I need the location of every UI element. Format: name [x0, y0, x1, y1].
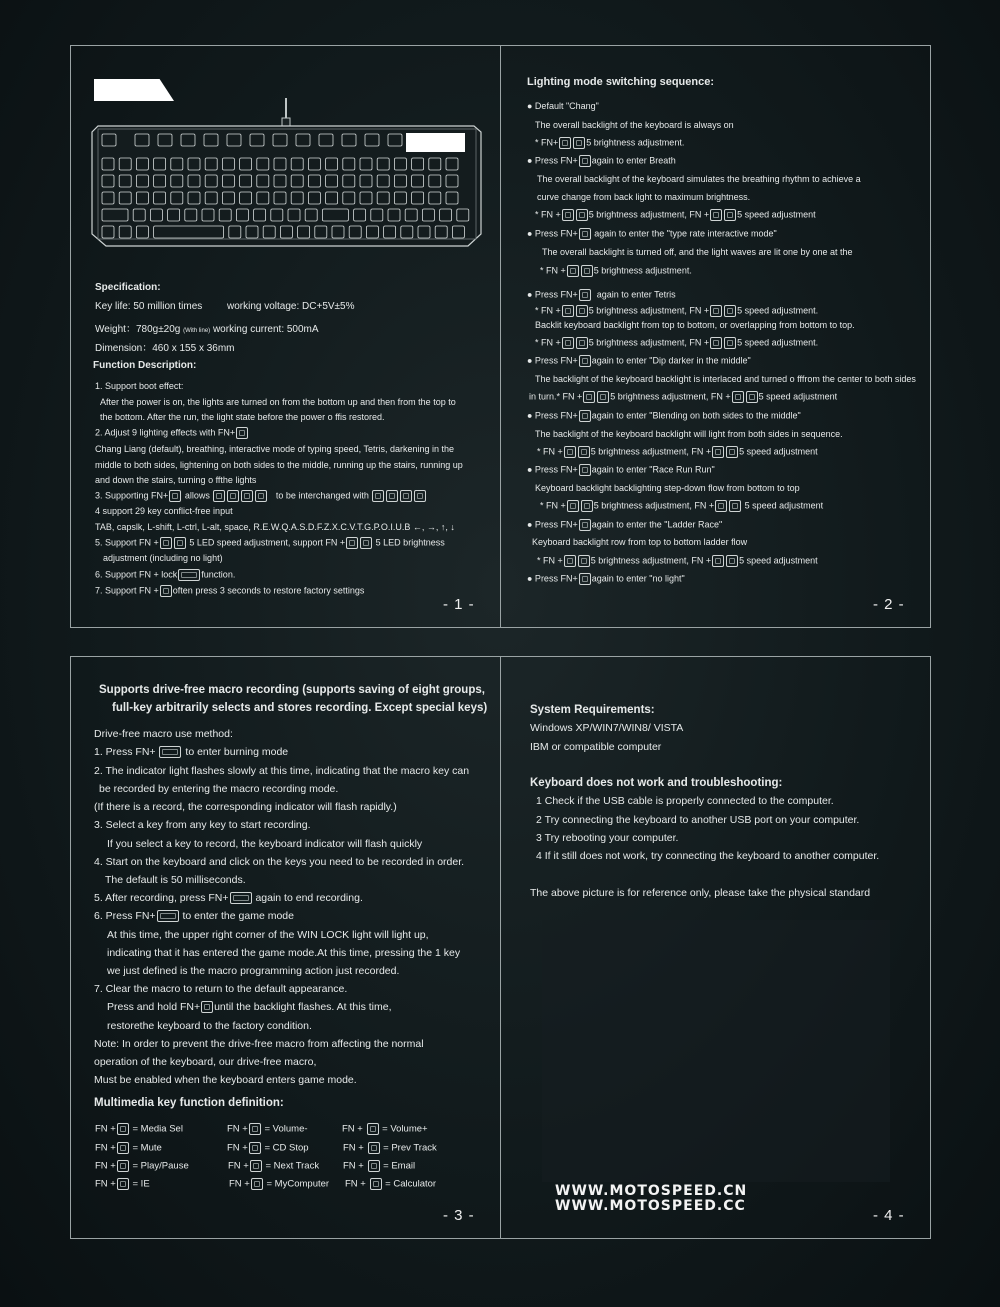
key-icon: [564, 446, 576, 458]
troubleshooting-title: Keyboard does not work and troubleshooting:: [530, 777, 783, 789]
mm-item-play-pause: FN + = Play/Pause: [95, 1160, 189, 1172]
mode-line: * FN + 5 brightness adjustment, FN + 5 speed adjustment: [537, 446, 818, 457]
lighting-title: Lighting mode switching sequence:: [527, 76, 715, 88]
func-line: middle to both sides, lightening on both sides to the middle, running up the stairs, running up: [95, 460, 463, 470]
system-requirement-pc: IBM or compatible computer: [530, 741, 662, 753]
reference-note: The above picture is for reference only, please take the physical standard: [530, 887, 871, 899]
macro-line: The default is 50 milliseconds.: [105, 874, 246, 886]
mode-line: The overall backlight of the keyboard simulates the breathing rhythm to achieve a: [537, 174, 861, 184]
system-requirement-os: Windows XP/WIN7/WIN8/ VISTA: [530, 722, 684, 734]
mode-line: ● Press FN+ again to enter "Race Run Run": [527, 464, 715, 475]
macro-line: we just defined is the macro programming action just recorded.: [107, 965, 400, 977]
key-icon: [360, 537, 372, 549]
mode-line: The overall backlight is turned off, and the light waves are lit one by one at the: [542, 247, 853, 257]
mm-item-volume-up: FN + = Volume+: [342, 1123, 428, 1135]
key-icon: [724, 337, 736, 349]
mm-item-volume-down: FN + = Volume-: [227, 1123, 308, 1135]
troubleshooting-step: 2 Try connecting the keyboard to another USB port on your computer.: [536, 814, 860, 826]
macro-line: If you select a key to record, the keyboard indicator will flash quickly: [107, 838, 423, 850]
key-icon: [710, 337, 722, 349]
key-icon: [227, 490, 239, 502]
func-line: the bottom. After the run, the light state before the power o ffis restored.: [100, 412, 385, 422]
key-icon: [573, 137, 585, 149]
key-icon: [160, 537, 172, 549]
mode-line: * FN + 5 brightness adjustment.: [540, 265, 692, 276]
mode-line: * FN + 5 brightness adjustment, FN + 5 speed adjustment: [537, 555, 818, 566]
macro-line: 1. Press FN+ to enter burning mode: [94, 746, 289, 758]
website-cc: WWW.MOTOSPEED.CC: [555, 1198, 746, 1214]
func-line: After the power is on, the lights are turned on from the bottom up and then from the top to: [100, 397, 456, 407]
mode-line: * FN+ 5 brightness adjustment.: [535, 137, 685, 148]
key-icon: [117, 1123, 129, 1135]
macro-title-line-2: full-key arbitrarily selects and stores recording. Except special keys): [112, 702, 488, 714]
key-icon: [249, 1142, 261, 1154]
key-icon: [578, 555, 590, 567]
troubleshooting-step: 1 Check if the USB cable is properly connected to the computer.: [536, 795, 834, 807]
func-line: 7. Support FN + often press 3 seconds to restore factory settings: [95, 585, 365, 596]
key-icon: [578, 446, 590, 458]
key-icon: [157, 910, 179, 922]
macro-line: 5. After recording, press FN+ again to end recording.: [94, 892, 363, 904]
key-icon: [251, 1178, 263, 1190]
mode-line: ● Press FN+ again to enter "no light": [527, 573, 685, 584]
mm-item-email: FN + = Email: [343, 1160, 416, 1172]
key-icon: [400, 490, 412, 502]
func-line: 2. Adjust 9 lighting effects with FN+: [95, 427, 249, 439]
key-icon: [581, 500, 593, 512]
mode-line: The overall backlight of the keyboard is always on: [535, 120, 734, 130]
key-icon: [230, 892, 252, 904]
mm-item-ie: FN + = IE: [95, 1178, 150, 1190]
key-icon: [367, 1123, 379, 1135]
page-number-4: - 4 -: [873, 1207, 905, 1224]
mode-line: ● Press FN+ again to enter "Blending on both sides to the middle": [527, 410, 801, 421]
key-icon: [213, 490, 225, 502]
mode-line: * FN + 5 brightness adjustment, FN + 5 speed adjustment: [540, 500, 824, 511]
key-icon: [724, 305, 736, 317]
func-line: TAB, capslk, L-shift, L-ctrl, L-alt, space, R.E.W.Q.A.S.D.F.Z.X.C.V.T.G.P.O.I.U.B ←, →, ↑, ↓: [95, 522, 455, 532]
mm-item-media-sel: FN + = Media Sel: [95, 1123, 183, 1135]
mode-line: * FN + 5 brightness adjustment, FN + 5 speed adjustment.: [535, 305, 819, 316]
func-line: adjustment (including no light): [103, 553, 223, 563]
reference-picture-area: [542, 920, 890, 1182]
mode-line: Backlit keyboard backlight from top to bottom, or overlapping from bottom to top.: [535, 320, 855, 330]
key-icon: [712, 555, 724, 567]
key-icon: [579, 573, 591, 585]
mode-line: ● Press FN+ again to enter the "type rate interactive mode": [527, 228, 777, 239]
mm-item-prev-track: FN + = Prev Track: [343, 1142, 437, 1154]
mode-line: The backlight of the keyboard backlight is interlaced and turned o fffrom the center to both sides: [535, 374, 916, 384]
mm-item-mycomputer: FN + = MyComputer: [229, 1178, 330, 1190]
mm-item-mute: FN + = Mute: [95, 1142, 162, 1154]
key-icon: [726, 555, 738, 567]
func-line: 3. Supporting FN+ allows to be interchanged with: [95, 490, 427, 502]
spec-voltage: working voltage: DC+5V±5%: [227, 301, 355, 312]
key-icon: [710, 305, 722, 317]
macro-line: 7. Clear the macro to return to the default appearance.: [94, 983, 348, 995]
key-icon: [414, 490, 426, 502]
macro-line: operation of the keyboard, our drive-free macro,: [94, 1056, 317, 1068]
mode-line: * FN + 5 brightness adjustment, FN + 5 speed adjustment: [535, 209, 816, 220]
key-icon: [576, 337, 588, 349]
system-requirements-title: System Requirements:: [530, 704, 655, 716]
mm-item-cd-stop: FN + = CD Stop: [227, 1142, 309, 1154]
key-icon: [386, 490, 398, 502]
key-icon: [579, 155, 591, 167]
macro-line: At this time, the upper right corner of the WIN LOCK light will light up,: [107, 929, 429, 941]
func-line: 4 support 29 key conflict-free input: [95, 506, 233, 516]
macro-line: be recorded by entering the macro recording mode.: [99, 783, 339, 795]
spec-weight: Weight：780g±20g (With line) working current: 500mA: [95, 324, 319, 335]
troubleshooting-step: 4 If it still does not work, try connecting the keyboard to another computer.: [536, 850, 880, 862]
mode-line: in turn.* FN + 5 brightness adjustment, FN + 5 speed adjustment: [529, 391, 838, 402]
macro-line: Drive-free macro use method:: [94, 728, 233, 740]
macro-title-line-1: Supports drive-free macro recording (supports saving of eight groups,: [99, 684, 485, 696]
key-icon: [249, 1123, 261, 1135]
func-line: 6. Support FN + lock function.: [95, 569, 236, 580]
mm-item-calculator: FN + = Calculator: [345, 1178, 437, 1190]
mm-item-next-track: FN + = Next Track: [228, 1160, 320, 1172]
macro-line: Note: In order to prevent the drive-free macro from affecting the normal: [94, 1038, 424, 1050]
troubleshooting-step: 3 Try rebooting your computer.: [536, 832, 679, 844]
macro-line: 4. Start on the keyboard and click on the keys you need to be recorded in order.: [94, 856, 465, 868]
keyboard-illustration: [86, 96, 496, 256]
key-icon: [370, 1178, 382, 1190]
key-icon: [562, 337, 574, 349]
key-icon: [729, 500, 741, 512]
key-icon: [346, 537, 358, 549]
multimedia-title: Multimedia key function definition:: [94, 1097, 284, 1109]
website-cn: WWW.MOTOSPEED.CN: [555, 1183, 748, 1199]
key-icon: [241, 490, 253, 502]
key-icon: [559, 137, 571, 149]
key-icon: [583, 391, 595, 403]
page-number-2: - 2 -: [873, 596, 905, 613]
key-icon: [372, 490, 384, 502]
mode-line: Keyboard backlight backlighting step-down flow from bottom to top: [535, 483, 800, 493]
key-icon: [732, 391, 744, 403]
lock-key-icon: [178, 569, 200, 581]
mode-line: * FN + 5 brightness adjustment, FN + 5 speed adjustment.: [535, 337, 819, 348]
mode-line: The backlight of the keyboard backlight will light from both sides in sequence.: [535, 429, 843, 439]
key-icon: [579, 289, 591, 301]
key-icon: [250, 1160, 262, 1172]
mode-line: ● Press FN+ again to enter the "Ladder Race": [527, 519, 723, 530]
macro-line: 2. The indicator light flashes slowly at this time, indicating that the macro key can: [94, 765, 470, 777]
mode-line: ● Default "Chang": [527, 101, 599, 111]
page-number-1: - 1 -: [443, 596, 475, 613]
key-icon: [726, 446, 738, 458]
macro-line: 6. Press FN+ to enter the game mode: [94, 910, 294, 922]
macro-line: indicating that it has entered the game mode.At this time, pressing the 1 key: [107, 947, 461, 959]
key-icon: [579, 464, 591, 476]
macro-line: restorethe keyboard to the factory condition.: [107, 1020, 312, 1032]
func-line: 5. Support FN + 5 LED speed adjustment, support FN + 5 LED brightness: [95, 537, 445, 548]
key-icon: [160, 585, 172, 597]
mode-line: Keyboard backlight row from top to bottom ladder flow: [532, 537, 748, 547]
key-icon: [579, 519, 591, 531]
key-icon: [724, 209, 736, 221]
key-icon: [576, 305, 588, 317]
mode-line: curve change from back light to maximum brightness.: [537, 192, 751, 202]
key-icon: [201, 1001, 213, 1013]
page-number-3: - 3 -: [443, 1207, 475, 1224]
mode-line: ● Press FN+ again to enter Tetris: [527, 289, 676, 300]
mode-line: ● Press FN+ again to enter "Dip darker in the middle": [527, 355, 751, 366]
func-line: 1. Support boot effect:: [95, 381, 184, 391]
function-title: Function Description:: [93, 360, 197, 371]
spec-title: Specification:: [95, 282, 161, 293]
macro-line: Press and hold FN+ until the backlight flashes. At this time,: [107, 1001, 392, 1013]
key-icon: [567, 500, 579, 512]
logo-panel: [406, 133, 465, 152]
page-divider-top: [500, 45, 501, 628]
key-icon: [579, 410, 591, 422]
key-icon: [710, 209, 722, 221]
key-icon: [236, 427, 248, 439]
key-icon: [169, 490, 181, 502]
macro-line: (If there is a record, the corresponding indicator will flash rapidly.): [94, 801, 397, 813]
macro-line: 3. Select a key from any key to start recording.: [94, 819, 311, 831]
key-icon: [597, 391, 609, 403]
mode-line: ● Press FN+ again to enter Breath: [527, 155, 676, 166]
key-icon: [174, 537, 186, 549]
key-icon: [255, 490, 267, 502]
key-icon: [562, 209, 574, 221]
key-icon: [712, 446, 724, 458]
func-line: and down the stairs, turning o ffthe lights: [95, 475, 257, 485]
key-icon: [579, 355, 591, 367]
spec-key-life: Key life: 50 million times: [95, 301, 203, 312]
key-icon: [579, 228, 591, 240]
page-divider-bottom: [500, 656, 501, 1239]
func-line: Chang Liang (default), breathing, interactive mode of typing speed, Tetris, darkening in the: [95, 444, 455, 454]
key-icon: [159, 746, 181, 758]
key-icon: [576, 209, 588, 221]
key-icon: [746, 391, 758, 403]
key-icon: [117, 1178, 129, 1190]
macro-line: Must be enabled when the keyboard enters game mode.: [94, 1074, 357, 1086]
key-icon: [117, 1142, 129, 1154]
key-icon: [567, 265, 579, 277]
key-icon: [715, 500, 727, 512]
key-icon: [368, 1142, 380, 1154]
key-icon: [581, 265, 593, 277]
spec-dimension: Dimension：460 x 155 x 36mm: [95, 343, 235, 354]
key-icon: [368, 1160, 380, 1172]
key-icon: [562, 305, 574, 317]
key-icon: [564, 555, 576, 567]
key-icon: [117, 1160, 129, 1172]
